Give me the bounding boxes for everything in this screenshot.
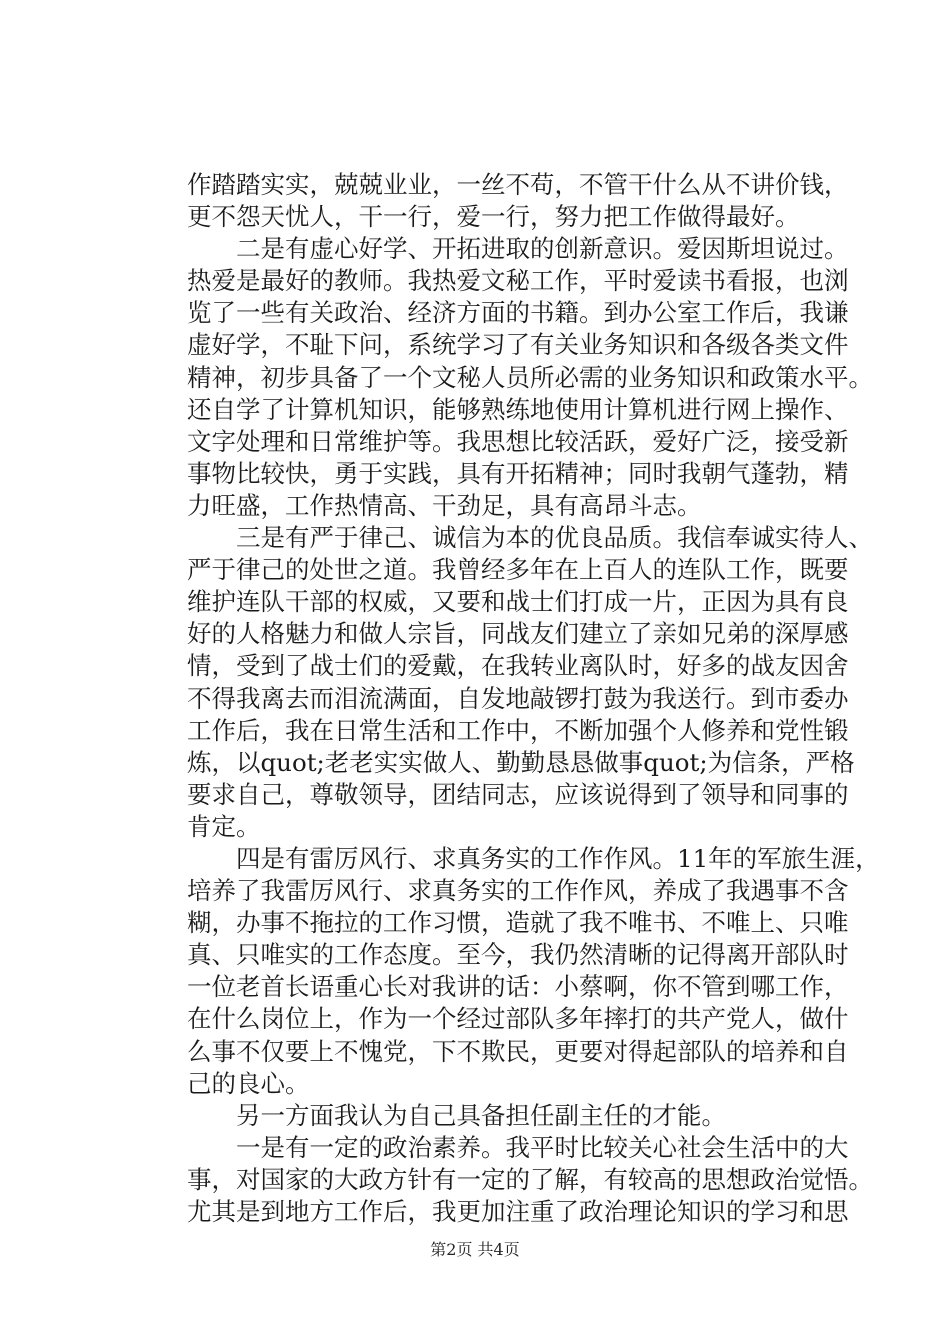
text-line: 不得我离去而泪流满面，自发地敲锣打鼓为我送行。到市委办 [187, 683, 849, 713]
text-line: 还自学了计算机知识，能够熟练地使用计算机进行网上操作、 [187, 394, 849, 424]
text-line: 糊，办事不拖拉的工作习惯，造就了我不唯书、不唯上、只唯 [187, 908, 849, 938]
text-line: 严于律己的处世之道。我曾经多年在上百人的连队工作，既要 [187, 555, 849, 585]
text-line: 己的良心。 [187, 1068, 310, 1098]
text-line: 览了一些有关政治、经济方面的书籍。到办公室工作后，我谦 [187, 298, 849, 328]
text-line: 一位老首长语重心长对我讲的话：小蔡啊，你不管到哪工作， [187, 972, 849, 1002]
text-line: 虚好学，不耻下问，系统学习了有关业务知识和各级各类文件 [187, 330, 849, 360]
text-line: 文字处理和日常维护等。我思想比较活跃，爱好广泛，接受新 [187, 426, 849, 456]
paragraph-first-line: 另一方面我认为自己具备担任副主任的才能。 [236, 1100, 726, 1130]
text-line: 好的人格魅力和做人宗旨，同战友们建立了亲如兄弟的深厚感 [187, 619, 849, 649]
text-line: 热爱是最好的教师。我热爱文秘工作，平时爱读书看报，也浏 [187, 266, 849, 296]
text-line: 精神，初步具备了一个文秘人员所必需的业务知识和政策水平。 [187, 362, 873, 392]
text-line: 事物比较快，勇于实践，具有开拓精神；同时我朝气蓬勃，精 [187, 458, 849, 488]
text-line: 要求自己，尊敬领导，团结同志，应该说得到了领导和同事的 [187, 779, 849, 809]
body-text [187, 169, 880, 1228]
text-line: 肯定。 [187, 811, 261, 841]
text-line: 力旺盛，工作热情高、干劲足，具有高昂斗志。 [187, 490, 702, 520]
text-line: 更不怨天忧人，干一行，爱一行，努力把工作做得最好。 [187, 202, 800, 232]
paragraph-first-line: 三是有严于律己、诚信为本的优良品质。我信奉诚实待人、 [236, 523, 873, 553]
text-line: 尤其是到地方工作后，我更加注重了政治理论知识的学习和思 [187, 1197, 849, 1226]
text-line: 培养了我雷厉风行、求真务实的工作作风，养成了我遇事不含 [187, 876, 849, 906]
text-line: 情，受到了战士们的爱戴，在我转业离队时，好多的战友因舍 [187, 651, 849, 681]
text-line: 么事不仅要上不愧党，下不欺民，更要对得起部队的培养和自 [187, 1036, 849, 1066]
paragraph-first-line: 四是有雷厉风行、求真务实的工作作风。11年的军旅生涯， [236, 843, 880, 873]
text-line: 维护连队干部的权威，又要和战士们打成一片，正因为具有良 [187, 587, 849, 617]
page-number-footer: 第2页 共4页 [430, 1240, 520, 1259]
paragraph-first-line: 一是有一定的政治素养。我平时比较关心社会生活中的大 [236, 1132, 849, 1162]
text-line: 事，对国家的大政方针有一定的了解，有较高的思想政治觉悟。 [187, 1164, 873, 1194]
text-line: 在什么岗位上，作为一个经过部队多年摔打的共产党人，做什 [187, 1004, 849, 1034]
text-line: 工作后，我在日常生活和工作中，不断加强个人修养和党性锻 [187, 715, 849, 745]
paragraph-first-line: 二是有虚心好学、开拓进取的创新意识。爱因斯坦说过。 [236, 234, 849, 264]
text-line: 炼，以quot;老老实实做人、勤勤恳恳做事quot;为信条，严格 [187, 747, 855, 777]
text-line: 真、只唯实的工作态度。至今，我仍然清晰的记得离开部队时 [187, 940, 849, 970]
text-line: 作踏踏实实，兢兢业业，一丝不苟，不管干什么从不讲价钱， [187, 170, 849, 199]
